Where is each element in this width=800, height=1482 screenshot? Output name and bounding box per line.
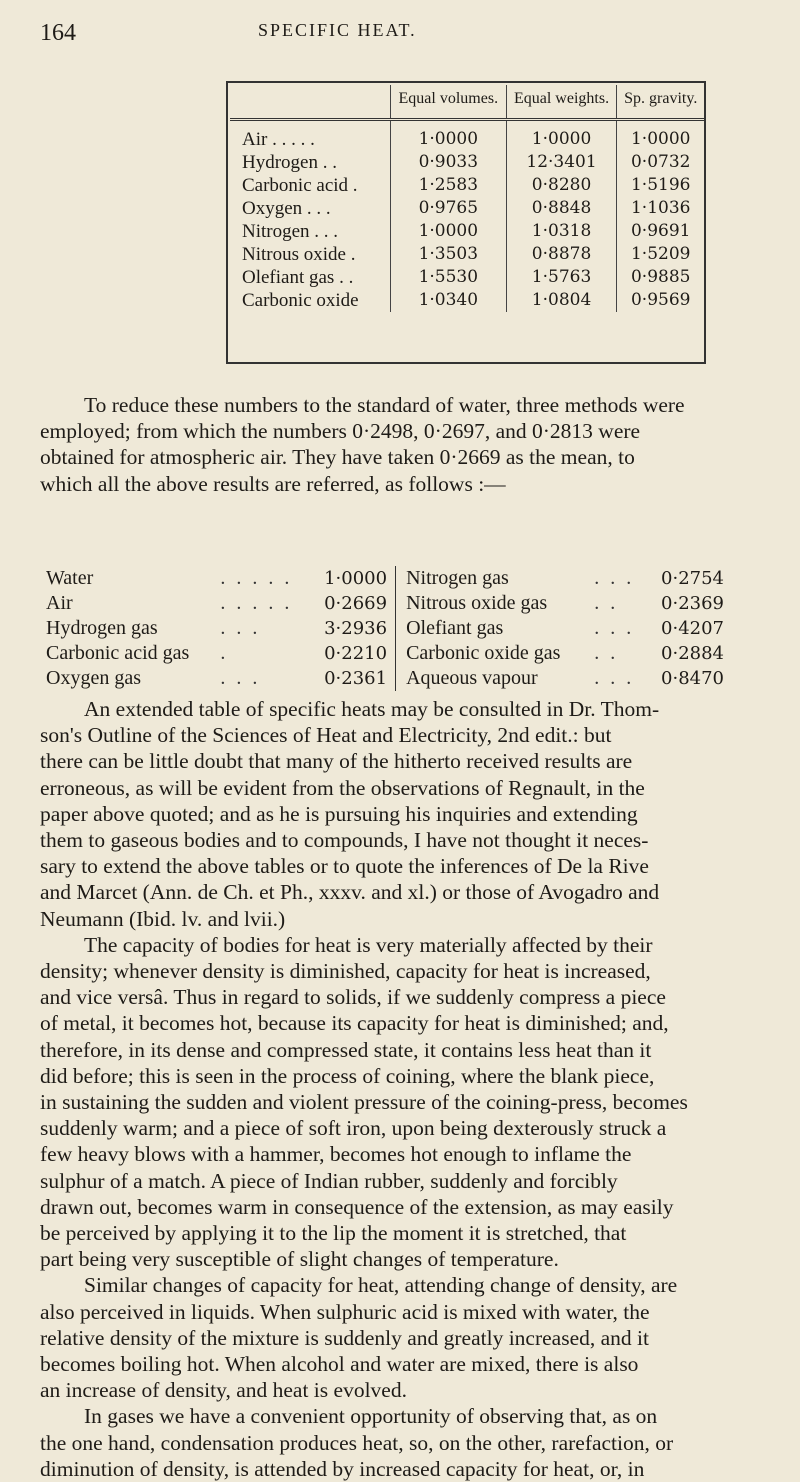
leader-dots: . . . — [594, 667, 635, 689]
specific-heat-value: 0·4207 — [661, 618, 724, 639]
text-line: Neumann (Ibid. lv. and lvii.) — [40, 906, 286, 931]
sp-gravity-value: 1·5209 — [617, 243, 704, 266]
leader-dots: . . . — [594, 567, 635, 589]
text-line: erroneous, as will be evident from the observations of Regnault, in the — [40, 775, 645, 800]
table-row — [42, 616, 732, 641]
text-line: and Marcet (Ann. de Ch. et Ph., xxxv. and xl.) or those of Avogadro and — [40, 880, 660, 905]
text-line: few heavy blows with a hammer, becomes hot enough to inflame the — [40, 1142, 632, 1167]
leader-dots: . . — [322, 152, 337, 173]
gas-name: Carbonic oxide — [242, 290, 359, 311]
substance-name: Carbonic oxide gas — [396, 641, 591, 666]
text-line: employed; from which the numbers 0·2498, 0·2697, and 0·2813 were — [40, 419, 641, 444]
text-line: in sustaining the sudden and violent pressure of the coining-press, becomes — [40, 1090, 688, 1115]
substance-name: Water — [46, 567, 94, 589]
equal-weights-value: 0·8878 — [506, 243, 617, 266]
table1-header-blank — [230, 85, 391, 120]
text-line: them to gaseous bodies and to compounds, I have not thought it neces- — [40, 828, 649, 853]
gas-name: Air — [242, 129, 268, 150]
substance-name: Nitrogen gas — [396, 566, 591, 591]
text-line: relative density of the mixture is suddenly and greatly increased, and it — [40, 1325, 649, 1350]
specific-heat-value: 0·2669 — [324, 593, 388, 614]
gas-name: Nitrous oxide — [242, 244, 346, 265]
text-line: paper above quoted; and as he is pursuing his inquiries and extending — [40, 801, 638, 826]
equal-volumes-value: 1·0340 — [391, 289, 507, 312]
sp-gravity-value: 0·9691 — [617, 220, 704, 243]
substance-name: Aqueous vapour — [396, 666, 591, 691]
leader-dots: . — [220, 642, 229, 664]
specific-heat-value: 1·0000 — [324, 568, 388, 589]
leader-dots: . — [350, 244, 356, 265]
table-row — [230, 197, 704, 220]
leader-dots: . . . — [220, 667, 261, 689]
specific-heat-value: 0·2361 — [324, 668, 388, 689]
equal-weights-value: 12·3401 — [506, 151, 617, 174]
running-head: SPECIFIC HEAT. — [258, 20, 417, 40]
leader-dots: . . . . . — [220, 592, 293, 614]
equal-weights-value: 1·0804 — [506, 289, 617, 312]
table-row — [230, 220, 704, 243]
sp-gravity-value: 0·9885 — [617, 266, 704, 289]
equal-weights-value: 0·8848 — [506, 197, 617, 220]
text-line: sulphur of a match. A piece of Indian rubber, suddenly and forcibly — [40, 1168, 618, 1193]
table-row — [230, 243, 704, 266]
table1-header-equal-volumes: Equal volumes. — [391, 85, 507, 120]
text-line: density; whenever density is diminished, capacity for heat is increased, — [40, 959, 651, 984]
gas-name: Olefiant gas — [242, 267, 335, 288]
table-row — [230, 266, 704, 289]
substance-name: Carbonic acid gas — [46, 642, 190, 664]
leader-dots: . . . — [220, 617, 261, 639]
specific-heat-value: 0·2754 — [661, 568, 724, 589]
sp-gravity-value: 1·0000 — [617, 120, 704, 152]
equal-volumes-value: 1·0000 — [391, 120, 507, 152]
table-row — [42, 566, 732, 591]
text-line: therefore, in its dense and compressed state, it contains less heat than it — [40, 1037, 652, 1062]
text-line: becomes boiling hot. When alcohol and water are mixed, there is also — [40, 1352, 639, 1377]
equal-volumes-value: 1·5530 — [391, 266, 507, 289]
specific-heat-table-gases — [230, 85, 704, 312]
text-line: drawn out, becomes warm in consequence of the extension, as may easily — [40, 1194, 674, 1219]
text-line: The capacity of bodies for heat is very materially affected by their — [84, 932, 653, 957]
table-row — [230, 174, 704, 197]
text-line: sary to extend the above tables or to quote the inferences of De la Rive — [40, 854, 649, 879]
text-line: of metal, it becomes hot, because its capacity for heat is diminished; and, — [40, 1011, 669, 1036]
text-line: diminution of density, is attended by increased capacity for heat, or, in — [40, 1456, 645, 1481]
text-line: suddenly warm; and a piece of soft iron, upon being dexterously struck a — [40, 1116, 667, 1141]
table-row — [230, 151, 704, 174]
text-line: there can be little doubt that many of the hitherto received results are — [40, 749, 633, 774]
substance-name: Air — [46, 592, 73, 614]
table-row — [42, 641, 732, 666]
gas-name: Carbonic acid — [242, 175, 349, 196]
leader-dots: . . . . . — [272, 129, 315, 150]
equal-weights-value: 1·0318 — [506, 220, 617, 243]
text-line: also perceived in liquids. When sulphuric acid is mixed with water, the — [40, 1299, 650, 1324]
specific-heat-value: 3·2936 — [324, 618, 388, 639]
sp-gravity-value: 0·0732 — [617, 151, 704, 174]
text-line: obtained for atmospheric air. They have taken 0·2669 as the mean, to — [40, 445, 635, 470]
equal-volumes-value: 1·2583 — [391, 174, 507, 197]
page-number: 164 — [40, 20, 76, 46]
gas-name: Nitrogen — [242, 221, 310, 242]
table1-header-equal-weights: Equal weights. — [506, 85, 617, 120]
table-row — [42, 591, 732, 616]
text-line: the one hand, condensation produces heat, so, on the other, rarefaction, or — [40, 1430, 674, 1455]
text-line: which all the above results are referred, as follows :— — [40, 471, 506, 496]
sp-gravity-value: 1·1036 — [617, 197, 704, 220]
text-line: In gases we have a convenient opportunity of observing that, as on — [84, 1404, 658, 1429]
leader-dots: . . . — [594, 617, 635, 639]
table-row — [230, 120, 704, 152]
text-line: did before; this is seen in the process of coining, where the blank piece, — [40, 1063, 655, 1088]
table-row — [230, 289, 704, 312]
substance-name: Oxygen gas — [46, 667, 141, 689]
equal-volumes-value: 0·9765 — [391, 197, 507, 220]
sp-gravity-value: 1·5196 — [617, 174, 704, 197]
leader-dots: . . . — [306, 198, 331, 219]
text-line: Similar changes of capacity for heat, attending change of density, are — [84, 1273, 678, 1298]
equal-volumes-value: 0·9033 — [391, 151, 507, 174]
gas-name: Oxygen — [242, 198, 303, 219]
substance-name: Olefiant gas — [396, 616, 591, 641]
text-line: To reduce these numbers to the standard of water, three methods were — [84, 393, 685, 417]
paragraph-standard-of-water — [40, 392, 758, 497]
leader-dots: . . . . . — [220, 567, 293, 589]
equal-weights-value: 0·8280 — [506, 174, 617, 197]
equal-weights-value: 1·5763 — [506, 266, 617, 289]
text-line: and vice versâ. Thus in regard to solids, if we suddenly compress a piece — [40, 985, 666, 1010]
specific-heat-value: 0·2210 — [324, 643, 388, 664]
text-line: son's Outline of the Sciences of Heat and Electricity, 2nd edit.: but — [40, 723, 612, 748]
substance-name: Nitrous oxide gas — [396, 591, 591, 616]
specific-heat-value: 0·2369 — [661, 593, 724, 614]
text-line: An extended table of specific heats may be consulted in Dr. Thom- — [84, 697, 660, 721]
table-row — [42, 666, 732, 691]
substance-name: Hydrogen gas — [46, 617, 158, 639]
paragraph-extended-table — [40, 696, 758, 1482]
sp-gravity-value: 0·9569 — [617, 289, 704, 312]
leader-dots: . . — [594, 592, 619, 614]
leader-dots: . . . — [314, 221, 339, 242]
leader-dots: . . — [594, 642, 619, 664]
specific-heat-table-water-standard — [42, 566, 732, 691]
specific-heat-value: 0·2884 — [661, 643, 724, 664]
specific-heat-value: 0·8470 — [661, 668, 724, 689]
text-line: an increase of density, and heat is evolved. — [40, 1378, 407, 1403]
table1-header-sp-gravity: Sp. gravity. — [617, 85, 704, 120]
leader-dots: . . — [339, 267, 354, 288]
text-line: be perceived by applying it to the lip the moment it is stretched, that — [40, 1221, 627, 1246]
equal-volumes-value: 1·3503 — [391, 243, 507, 266]
leader-dots: . — [352, 175, 358, 196]
gas-name: Hydrogen — [242, 152, 318, 173]
text-line: part being very susceptible of slight changes of temperature. — [40, 1247, 559, 1272]
equal-weights-value: 1·0000 — [506, 120, 617, 152]
equal-volumes-value: 1·0000 — [391, 220, 507, 243]
